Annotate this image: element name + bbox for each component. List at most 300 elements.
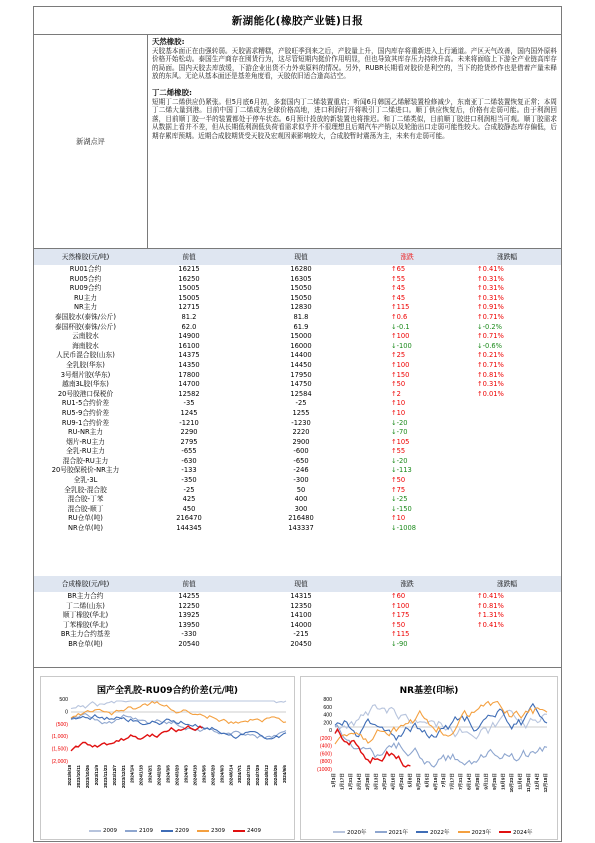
row-prev: 16250 — [178, 274, 200, 283]
legend-label: 2309 — [211, 828, 225, 834]
comment-label: 新湖点评 — [34, 35, 148, 248]
series-line — [335, 729, 410, 767]
x-tick-label: 2024/1/4 — [129, 765, 135, 783]
row-curr: -215 — [293, 630, 309, 639]
row-prev: -630 — [181, 456, 197, 465]
row-prev: -350 — [181, 476, 197, 485]
legend-swatch — [233, 830, 245, 832]
row-pct — [453, 428, 561, 438]
row-prev: -1210 — [179, 418, 199, 427]
header-curr: 现值 — [241, 576, 361, 592]
legend-swatch — [161, 830, 173, 832]
row-change: ↑10 — [391, 399, 406, 408]
row-change: ↑115 — [391, 630, 410, 639]
y-tick-label: 200 — [323, 720, 332, 727]
legend-swatch — [499, 831, 511, 833]
x-tick-label: 7月3日 — [441, 773, 447, 788]
y-tick-label: (600) — [319, 751, 332, 758]
row-curr: 14000 — [290, 620, 312, 629]
x-tick-label: 3月27日 — [381, 773, 387, 790]
x-tick-label: 5月22日 — [415, 773, 421, 790]
header-name: 天然橡胶(元/吨) — [34, 249, 137, 265]
report-frame — [33, 6, 562, 842]
x-tick-label: 2023/11/9 — [93, 765, 99, 786]
row-pct: ↑0.41% — [477, 265, 504, 273]
table-row — [34, 476, 561, 486]
row-curr: 2900 — [292, 437, 310, 446]
row-name: BR主力合约 — [67, 592, 104, 600]
legend-item — [161, 828, 189, 834]
series-line — [71, 714, 286, 739]
row-name: 海南胶水 — [72, 341, 99, 350]
legend-item — [333, 828, 367, 836]
synthetic-rubber-table — [34, 576, 561, 650]
row-change: ↓-70 — [391, 428, 408, 437]
row-curr: 16280 — [290, 265, 312, 273]
row-curr: 15050 — [290, 293, 312, 302]
section-text-natural: 天胶基本面正在由强转弱。天胶需求糟糕，产胶旺季到来之后，产胶量上升，国内库存将重新进入上行通道。产区天气改善，国内国外原料价格开始松动。泰国生产商存在囤货行为，这尽管短期内挺价作用明显，但也导致其库存压力持续升高。未来将面临上下游全产业链高库存的局面。国内天胶去库放缓，下游企业出货不力外卖原料的情况。另外，RUBR长期看对胶价是利空的，当下的抢货炒作也是借着产量未释放的东风。无论从基本面还是基差角度看，天胶依旧适合逢高沽空。 — [152, 46, 557, 81]
x-tick-label: 2023/11/23 — [102, 765, 108, 788]
x-tick-label: 2月14日 — [356, 773, 362, 790]
header-curr: 现值 — [241, 249, 361, 265]
x-tick-label: 2024/3/20 — [174, 765, 180, 786]
table-row — [34, 390, 561, 400]
header-change: 涨跌 — [361, 249, 453, 265]
row-pct — [453, 419, 561, 429]
row-pct: ↑0.31% — [477, 293, 504, 302]
legend-swatch — [375, 831, 387, 833]
row-pct — [453, 409, 561, 419]
row-curr: 12350 — [290, 601, 312, 610]
table-row — [34, 447, 561, 457]
row-pct — [453, 524, 561, 534]
row-pct: ↑0.21% — [477, 351, 504, 360]
row-pct — [453, 514, 561, 524]
row-prev: 14700 — [178, 380, 200, 389]
x-tick-label: 2024/5/6 — [201, 765, 207, 783]
header-pct: 涨跌幅 — [453, 249, 561, 265]
table-row — [34, 486, 561, 496]
y-tick-label: (200) — [319, 735, 332, 742]
series-line — [71, 726, 202, 751]
x-tick-label: 2024/6/3 — [219, 765, 225, 783]
row-change: ↑60 — [391, 592, 406, 600]
row-prev: -25 — [183, 485, 195, 494]
legend-label: 2023年 — [471, 830, 491, 836]
table-row — [34, 265, 561, 275]
row-curr: 16000 — [290, 341, 312, 350]
row-pct — [453, 630, 561, 640]
row-change: ↑45 — [391, 284, 406, 293]
legend-item — [197, 828, 225, 834]
row-change: ↑65 — [391, 265, 406, 273]
row-change: ↑25 — [391, 351, 406, 360]
row-prev: 425 — [182, 495, 196, 504]
series-line — [71, 702, 286, 724]
row-name: RU1-5合约价差 — [61, 399, 110, 408]
x-tick-label: 2024/7/1 — [237, 765, 243, 783]
x-tick-label: 11月6日 — [517, 773, 523, 790]
row-name: 人民币混合胶(山东) — [56, 351, 115, 360]
table-row — [34, 514, 561, 524]
row-prev: 14375 — [178, 351, 200, 360]
row-name: 20号胶港口保税价 — [57, 389, 114, 398]
row-prev: 2290 — [180, 428, 198, 437]
x-tick-label: 2024/8/26 — [273, 765, 279, 786]
header-change: 涨跌 — [361, 576, 453, 592]
y-tick-label: (1,000) — [51, 734, 68, 741]
row-pct: ↑1.31% — [477, 611, 504, 620]
row-curr: 12584 — [290, 389, 312, 398]
row-change: ↑2 — [391, 389, 401, 398]
x-tick-label: 2023/10/26 — [84, 765, 90, 788]
row-name: RU-NR主力 — [68, 428, 103, 437]
row-change: ↑50 — [391, 476, 406, 485]
report-title: 新湖能化(橡胶产业链)日报 — [34, 7, 561, 35]
chart-plot — [301, 677, 559, 841]
legend-label: 2209 — [175, 828, 189, 834]
row-pct: ↑0.91% — [477, 303, 504, 312]
row-pct: ↑0.01% — [477, 389, 504, 398]
row-prev: 16215 — [178, 265, 200, 273]
table-row — [34, 611, 561, 621]
chart-legend — [89, 828, 261, 834]
legend-item — [416, 828, 450, 836]
row-prev: -330 — [181, 630, 197, 639]
legend-item — [499, 828, 533, 836]
row-prev: 12582 — [178, 389, 200, 398]
table-row — [34, 419, 561, 429]
row-curr: -650 — [293, 456, 309, 465]
row-prev: 16100 — [178, 341, 200, 350]
row-prev: 12250 — [178, 601, 200, 610]
row-change: ↓-0.1 — [391, 322, 410, 331]
row-change: ↑175 — [391, 611, 410, 620]
table-row — [34, 621, 561, 631]
row-prev: 13950 — [178, 620, 200, 629]
row-name: 全乳-3L — [73, 476, 98, 485]
x-tick-label: 2023/9/18 — [67, 765, 72, 786]
x-tick-label: 2月28日 — [364, 773, 370, 790]
row-prev: 2795 — [180, 437, 198, 446]
legend-swatch — [89, 830, 101, 832]
x-tick-label: 2023/12/7 — [111, 765, 117, 786]
legend-label: 2020年 — [347, 830, 367, 836]
charts-section — [34, 667, 561, 843]
row-name: 越南3L胶(华东) — [62, 380, 109, 389]
row-name: NR仓单(吨) — [68, 524, 103, 533]
table-row — [34, 399, 561, 409]
x-tick-label: 12月18日 — [543, 773, 548, 793]
x-tick-label: 4月24日 — [398, 773, 404, 790]
table-row — [34, 303, 561, 313]
row-curr: 300 — [294, 504, 308, 513]
row-pct: ↑0.71% — [477, 360, 504, 369]
row-pct — [453, 438, 561, 448]
row-prev: 144345 — [176, 524, 202, 533]
legend-swatch — [125, 830, 137, 832]
x-tick-label: 2024/6/14 — [228, 765, 234, 786]
x-tick-label: 6月5日 — [424, 773, 430, 788]
x-tick-label: 7月17日 — [449, 773, 455, 790]
row-name: RU5-9合约价差 — [61, 408, 110, 417]
x-tick-label: 2024/7/29 — [255, 765, 261, 786]
section-heading-natural: 天然橡胶: — [152, 37, 185, 46]
row-curr: 2220 — [292, 428, 310, 437]
row-curr: 14100 — [290, 611, 312, 620]
row-name: 全乳-RU主力 — [66, 447, 105, 456]
x-tick-label: 3月13日 — [373, 773, 379, 790]
synthetic-table-header — [34, 576, 561, 592]
table-row — [34, 640, 561, 650]
series-line — [335, 705, 547, 739]
chart-plot — [41, 677, 296, 841]
row-prev: 216470 — [176, 514, 202, 523]
x-tick-label: 1月31日 — [347, 773, 353, 790]
row-curr: 14750 — [290, 380, 312, 389]
x-tick-label: 5月8日 — [407, 773, 413, 788]
table-row — [34, 332, 561, 342]
y-tick-label: (1,500) — [51, 746, 68, 753]
row-pct: ↑0.81% — [477, 370, 504, 379]
row-pct — [453, 476, 561, 486]
row-prev: 1245 — [180, 408, 198, 417]
row-name: 全乳胶(华东) — [66, 360, 105, 369]
table-row — [34, 457, 561, 467]
table-row — [34, 323, 561, 333]
natural-table-header — [34, 249, 561, 265]
row-name: 3号烟片胶(华东) — [60, 370, 111, 379]
row-prev: 12715 — [178, 303, 200, 312]
row-pct — [453, 466, 561, 476]
row-curr: -1230 — [291, 418, 311, 427]
table-row — [34, 524, 561, 534]
x-tick-label: 2024/1/18 — [138, 765, 144, 786]
header-prev: 前值 — [137, 576, 241, 592]
comment-body — [152, 38, 557, 141]
table-row — [34, 275, 561, 285]
y-tick-label: 600 — [323, 704, 332, 711]
table-row — [34, 351, 561, 361]
row-prev: 15005 — [178, 293, 200, 302]
row-change: ↓-1008 — [391, 524, 417, 533]
x-tick-label: 2024/8/12 — [264, 765, 270, 786]
row-prev: 14900 — [178, 332, 200, 341]
row-change: ↑100 — [391, 360, 410, 369]
x-tick-label: 2023/12/21 — [120, 765, 126, 788]
row-name: 烟片-RU主力 — [66, 437, 105, 446]
x-tick-label: 8月28日 — [475, 773, 481, 790]
row-name: 顺丁橡胶(华北) — [62, 611, 109, 620]
row-curr: 1255 — [292, 408, 310, 417]
row-curr: 20450 — [290, 639, 312, 648]
row-name: 混合胶-RU主力 — [62, 456, 109, 465]
y-tick-label: 0 — [329, 728, 332, 735]
x-tick-label: 2024/2/20 — [156, 765, 162, 786]
row-pct — [453, 486, 561, 496]
x-tick-label: 2024/7/15 — [246, 765, 252, 786]
row-change: ↓-100 — [391, 341, 412, 350]
row-curr: 14315 — [290, 592, 312, 600]
y-tick-label: 800 — [323, 697, 332, 703]
row-pct: ↓-0.6% — [477, 341, 503, 350]
row-curr: 216480 — [288, 514, 314, 523]
table-row — [34, 466, 561, 476]
y-tick-label: (500) — [55, 721, 68, 728]
x-tick-label: 7月31日 — [458, 773, 464, 790]
row-change: ↓-20 — [391, 418, 408, 427]
row-change: ↓-25 — [391, 495, 408, 504]
row-prev: -655 — [181, 447, 197, 456]
row-pct: ↑0.81% — [477, 601, 504, 610]
series-line — [71, 701, 286, 709]
x-tick-label: 2024/9/6 — [282, 765, 287, 783]
row-curr: 16305 — [290, 274, 312, 283]
row-change: ↑150 — [391, 370, 410, 379]
row-pct — [453, 457, 561, 467]
row-prev: 450 — [182, 504, 196, 513]
row-change: ↑55 — [391, 274, 406, 283]
table-row — [34, 380, 561, 390]
series-line — [335, 704, 547, 740]
row-change: ↑50 — [391, 620, 406, 629]
row-pct: ↑0.31% — [477, 284, 504, 293]
natural-rubber-table — [34, 249, 561, 534]
row-curr: 400 — [294, 495, 308, 504]
legend-item — [125, 828, 153, 834]
row-name: 泰国胶水(泰铢/公斤) — [55, 312, 116, 321]
chart-title: 国产全乳胶-RU09合约价差(元/吨) — [96, 686, 238, 696]
row-pct: ↑0.71% — [477, 312, 504, 321]
row-pct — [453, 640, 561, 650]
row-prev: 13925 — [178, 611, 200, 620]
header-name: 合成橡胶(元/吨) — [34, 576, 137, 592]
row-curr: 143337 — [288, 524, 314, 533]
row-change: ↑10 — [391, 514, 406, 523]
row-change: ↑115 — [391, 303, 410, 312]
x-tick-label: 2024/2/1 — [147, 765, 153, 783]
legend-swatch — [197, 830, 209, 832]
y-tick-label: 400 — [323, 712, 332, 719]
row-curr: -600 — [293, 447, 309, 456]
row-curr: -246 — [293, 466, 309, 475]
legend-label: 2109 — [139, 828, 153, 834]
row-name: 丁二烯(山东) — [66, 601, 105, 610]
y-tick-label: 500 — [59, 697, 68, 703]
table-row — [34, 342, 561, 352]
table-row — [34, 602, 561, 612]
row-curr: 14400 — [290, 351, 312, 360]
row-prev: 14255 — [178, 592, 200, 600]
table-row — [34, 495, 561, 505]
chart-title: NR基差(印标) — [399, 686, 459, 696]
legend-label: 2024年 — [513, 830, 533, 836]
row-curr: 14450 — [290, 360, 312, 369]
x-tick-label: 2023/10/11 — [75, 765, 81, 788]
legend-item — [89, 828, 117, 834]
row-name: 云南胶水 — [72, 332, 99, 341]
row-change: ↑105 — [391, 437, 410, 446]
y-tick-label: (1000) — [317, 767, 332, 773]
row-change: ↑75 — [391, 485, 406, 494]
x-tick-label: 1月17日 — [339, 773, 345, 790]
row-prev: 15005 — [178, 284, 200, 293]
row-name: 混合胶-丁苯 — [67, 495, 104, 504]
x-tick-label: 10月23日 — [509, 773, 515, 793]
row-curr: 17950 — [290, 370, 312, 379]
table-row — [34, 438, 561, 448]
x-tick-label: 6月19日 — [432, 773, 438, 790]
table-row — [34, 592, 561, 602]
row-name: RU仓单(吨) — [68, 514, 103, 523]
section-heading-butadiene: 丁二烯橡胶: — [152, 87, 192, 97]
row-name: 全乳胶-混合胶 — [64, 485, 107, 494]
legend-item — [233, 828, 261, 834]
row-pct — [453, 399, 561, 409]
x-tick-label: 2024/4/3 — [183, 765, 189, 783]
table-row — [34, 505, 561, 515]
row-pct: ↑0.71% — [477, 332, 504, 341]
y-tick-label: (400) — [319, 743, 332, 750]
row-change: ↑10 — [391, 408, 406, 417]
row-curr: -300 — [293, 476, 309, 485]
row-prev: -133 — [181, 466, 197, 475]
table-row — [34, 428, 561, 438]
header-prev: 前值 — [137, 249, 241, 265]
row-curr: 15050 — [290, 284, 312, 293]
x-tick-label: 10月9日 — [500, 773, 506, 790]
row-name: RU09合约 — [69, 284, 102, 293]
row-name: NR主力 — [73, 303, 98, 312]
row-name: 丁苯橡胶(华北) — [62, 620, 109, 629]
row-prev: 20540 — [178, 639, 200, 648]
row-pct: ↑0.41% — [477, 592, 504, 600]
row-prev: 81.2 — [181, 312, 197, 321]
row-pct — [453, 495, 561, 505]
row-name: 混合胶-顺丁 — [67, 504, 104, 513]
table-row — [34, 630, 561, 640]
row-name: BR主力合约基差 — [60, 630, 111, 639]
x-tick-label: 1月3日 — [331, 773, 336, 788]
row-change: ↑45 — [391, 293, 406, 302]
legend-label: 2021年 — [388, 830, 408, 836]
x-tick-label: 2024/4/18 — [192, 765, 198, 786]
table-row — [34, 284, 561, 294]
x-tick-label: 9月25日 — [492, 773, 498, 790]
x-tick-label: 2024/3/6 — [165, 765, 171, 783]
row-name: RU主力 — [74, 293, 97, 302]
y-tick-label: (2,000) — [51, 759, 68, 765]
row-change: ↓-20 — [391, 456, 408, 465]
legend-label: 2009 — [103, 828, 117, 834]
row-pct: ↑0.31% — [477, 274, 504, 283]
row-change: ↓-113 — [391, 466, 412, 475]
chart-nr-basis — [300, 676, 558, 840]
row-prev: 14350 — [178, 360, 200, 369]
legend-label: 2022年 — [430, 830, 450, 836]
row-curr: 12830 — [290, 303, 312, 312]
row-pct: ↑0.31% — [477, 380, 504, 389]
legend-swatch — [333, 831, 345, 833]
legend-swatch — [416, 831, 428, 833]
row-change: ↓-90 — [391, 639, 408, 648]
row-name: RU01合约 — [69, 265, 102, 273]
x-tick-label: 4月10日 — [390, 773, 396, 790]
legend-label: 2409 — [247, 828, 261, 834]
row-prev: 17800 — [178, 370, 200, 379]
row-curr: 81.8 — [293, 312, 309, 321]
x-tick-label: 8月14日 — [466, 773, 472, 790]
